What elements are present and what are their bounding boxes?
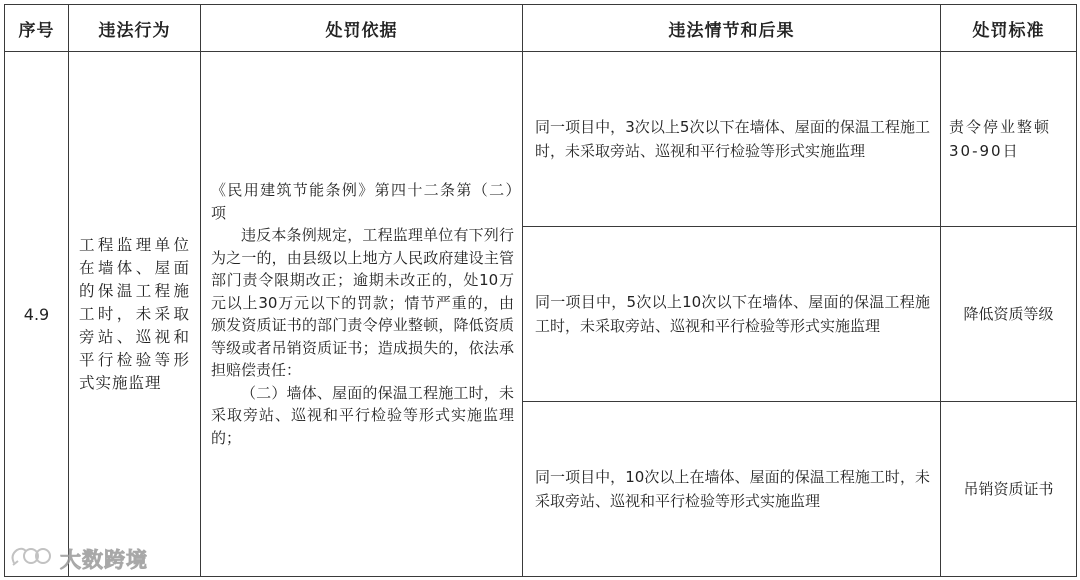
basis-item: （二）墙体、屋面的保温工程施工时，未采取旁站、巡视和平行检验等形式实施监理的； bbox=[211, 383, 514, 447]
penalty-table bbox=[4, 4, 1077, 577]
basis-provision: 违反本条例规定，工程监理单位有下列行为之一的，由县级以上地方人民政府建设主管部门责令限期改正；逾期未改正的，处10万元以上30万元以下的罚款；情节严重的，由颁发资质证书的部门责令停业整顿，降低资质等级或者吊销资质证书；造成损失的，依法承担赔偿责任： bbox=[211, 226, 514, 379]
header-index: 序号 bbox=[5, 5, 69, 52]
header-basis: 处罚依据 bbox=[201, 5, 523, 52]
header-circumstances: 违法情节和后果 bbox=[523, 5, 941, 52]
standard-cell-2: 降低资质等级 bbox=[941, 227, 1077, 402]
header-row bbox=[5, 5, 1077, 52]
watermark-text: 大数跨境 bbox=[60, 548, 148, 572]
basis-cell bbox=[201, 52, 523, 577]
header-violation: 违法行为 bbox=[69, 5, 201, 52]
circumstance-cell-2: 同一项目中，5次以上10次以下在墙体、屋面的保温工程施工时，未采取旁站、巡视和平行检验等形式实施监理 bbox=[523, 227, 941, 402]
standard-cell-3: 吊销资质证书 bbox=[941, 402, 1077, 577]
header-standard: 处罚标准 bbox=[941, 5, 1077, 52]
circumstance-cell-3: 同一项目中，10次以上在墙体、屋面的保温工程施工时，未采取旁站、巡视和平行检验等形式实施监理 bbox=[523, 402, 941, 577]
basis-article: 《民用建筑节能条例》第四十二条第（二）项 bbox=[211, 181, 514, 222]
standard-cell-1: 责令停业整顿30-90日 bbox=[941, 52, 1077, 227]
circumstance-cell-1: 同一项目中，3次以上5次以下在墙体、屋面的保温工程施工时，未采取旁站、巡视和平行检验等形式实施监理 bbox=[523, 52, 941, 227]
row-index: 4.9 bbox=[5, 52, 69, 577]
table-row bbox=[5, 52, 1077, 227]
violation-cell: 工程监理单位在墙体、屋面的保温工程施工时，未采取旁站、巡视和平行检验等形式实施监理 bbox=[69, 52, 201, 577]
watermark bbox=[8, 542, 148, 576]
bubble-logo-icon bbox=[8, 543, 56, 575]
